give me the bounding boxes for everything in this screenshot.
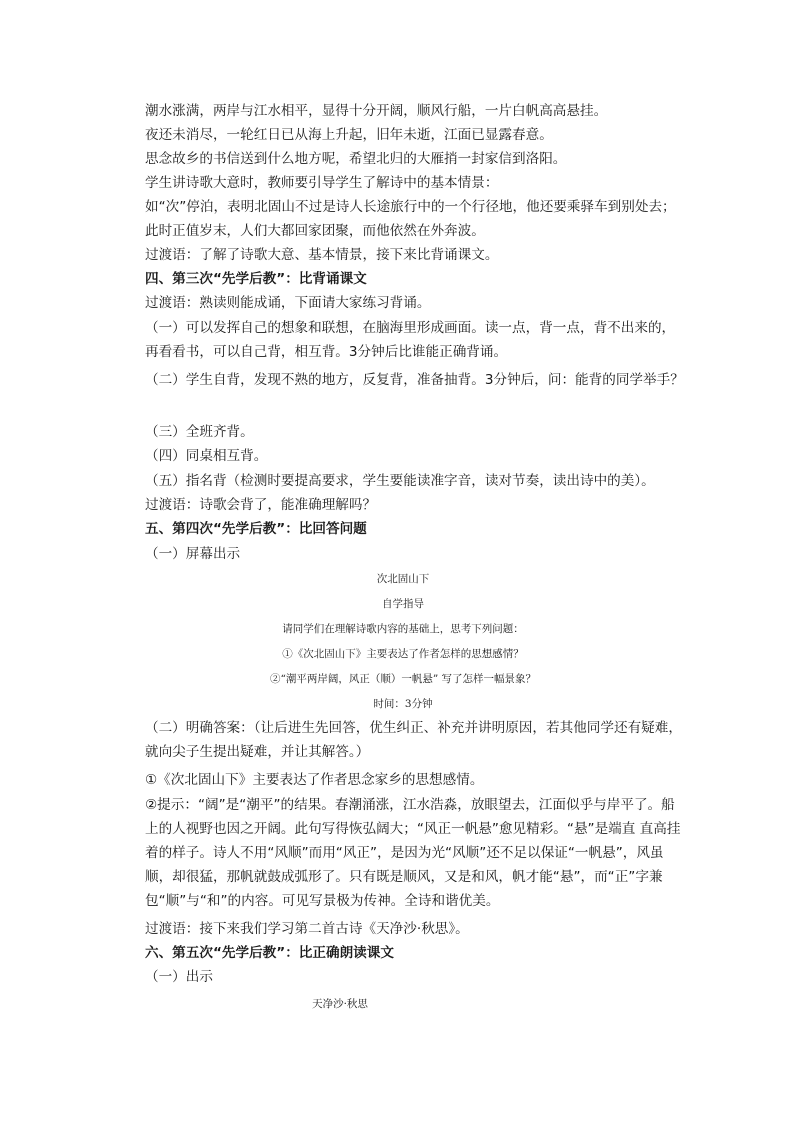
slide-instruction: 请同学们在理解诗歌内容的基础上，思考下列问题： bbox=[282, 623, 524, 635]
translation-line-2: 夜还未消尽，一轮红日已从海上升起，旧年未逝，江面已显露春意。 bbox=[145, 127, 553, 143]
section-6-heading: 六、第五次“先学后教”：比正确朗读课文 bbox=[145, 945, 394, 961]
section-4-transition-end: 过渡语：诗歌会背了，能准确理解吗？ bbox=[145, 497, 377, 513]
section-4-step-3: （三）全班齐背。 bbox=[145, 424, 254, 440]
slide-subtitle: 自学指导 bbox=[382, 598, 424, 610]
section-4-transition: 过渡语：熟读则能成诵，下面请大家练习背诵。 bbox=[145, 295, 431, 311]
section-6-slide-title: 天净沙·秋思 bbox=[312, 998, 368, 1010]
section-6-show-label: （一）出示 bbox=[145, 969, 213, 985]
section-5-heading: 五、第四次“先学后教”：比回答问题 bbox=[145, 521, 367, 537]
section-4-step-4: （四）同桌相互背。 bbox=[145, 448, 268, 464]
section-5-screen-label: （一）屏幕出示 bbox=[145, 546, 241, 562]
section-5-transition: 过渡语：接下来我们学习第二首古诗《天净沙·秋思》。 bbox=[145, 921, 469, 937]
slide-title: 次北固山下 bbox=[376, 573, 430, 585]
section-4-step-1: （一）可以发挥自己的想象和联想，在脑海里形成画面。读一点，背一点，背不出来的，再看看书，可以自己背，相互背。3分钟后比谁能正确背诵。 bbox=[145, 320, 676, 360]
translation-line-3: 思念故乡的书信送到什么地方呢，希望北归的大雁捎一封家信到洛阳。 bbox=[145, 151, 567, 167]
ci-explanation: 如“次”停泊，表明北固山不过是诗人长途旅行中的一个行径地，他还要乘驿车到别处去；此时正值岁末，人们大都回家团聚，而他依然在外奔波。 bbox=[145, 199, 676, 239]
slide-question-2: ②“潮平两岸阔，风正（顺）一帆悬” 写了怎样一幅景象？ bbox=[269, 673, 537, 685]
section-4-heading: 四、第三次“先学后教”：比背诵课文 bbox=[145, 271, 367, 287]
answer-1: ①《次北固山下》主要表达了作者思念家乡的思想感情。 bbox=[145, 772, 484, 788]
translation-line-1: 潮水涨满，两岸与江水相平，显得十分开阔，顺风行船，一片白帆高高悬挂。 bbox=[145, 103, 608, 119]
slide-question-1: ①《次北固山下》主要表达了作者怎样的思想感情？ bbox=[282, 648, 524, 660]
section-4-step-2: （二）学生自背，发现不熟的地方，反复背，准备抽背。3分钟后，问：能背的同学举手？ bbox=[145, 372, 684, 388]
transition-1: 过渡语：了解了诗歌大意、基本情景，接下来比背诵课文。 bbox=[145, 247, 499, 263]
guide-intro: 学生讲诗歌大意时，教师要引导学生了解诗中的基本情景： bbox=[145, 175, 499, 191]
answer-2: ②提示：“阔”是“潮平”的结果。春潮涌涨，江水浩淼，放眼望去，江面似乎与岸平了。船上的人视野也因之开阔。此句写得恢弘阔大；“风正一帆悬”愈见精彩。“悬”是端直 直高挂着的样子。诗人不用“风顺”而用“风正”，是因为光“风顺”还不足以保证“一帆悬”，风虽顺，却很猛，那帆就鼓成弧形了。只有既是顺风，又是和风，帆才能“悬”，而“正”字兼包“顺”与“和”的内容。可见写景极为传神。全诗和谐优美。 bbox=[145, 797, 681, 909]
answer-intro: （二）明确答案：（让后进生先回答，优生纠正、补充并讲明原因，若其他同学还有疑难，就向尖子生提出疑难，并让其解答。） bbox=[145, 720, 682, 760]
section-4-step-5: （五）指名背（检测时要提高要求，学生要能读准字音，读对节奏，读出诗中的美）。 bbox=[145, 473, 655, 489]
slide-time: 时间：3分钟 bbox=[373, 698, 433, 710]
